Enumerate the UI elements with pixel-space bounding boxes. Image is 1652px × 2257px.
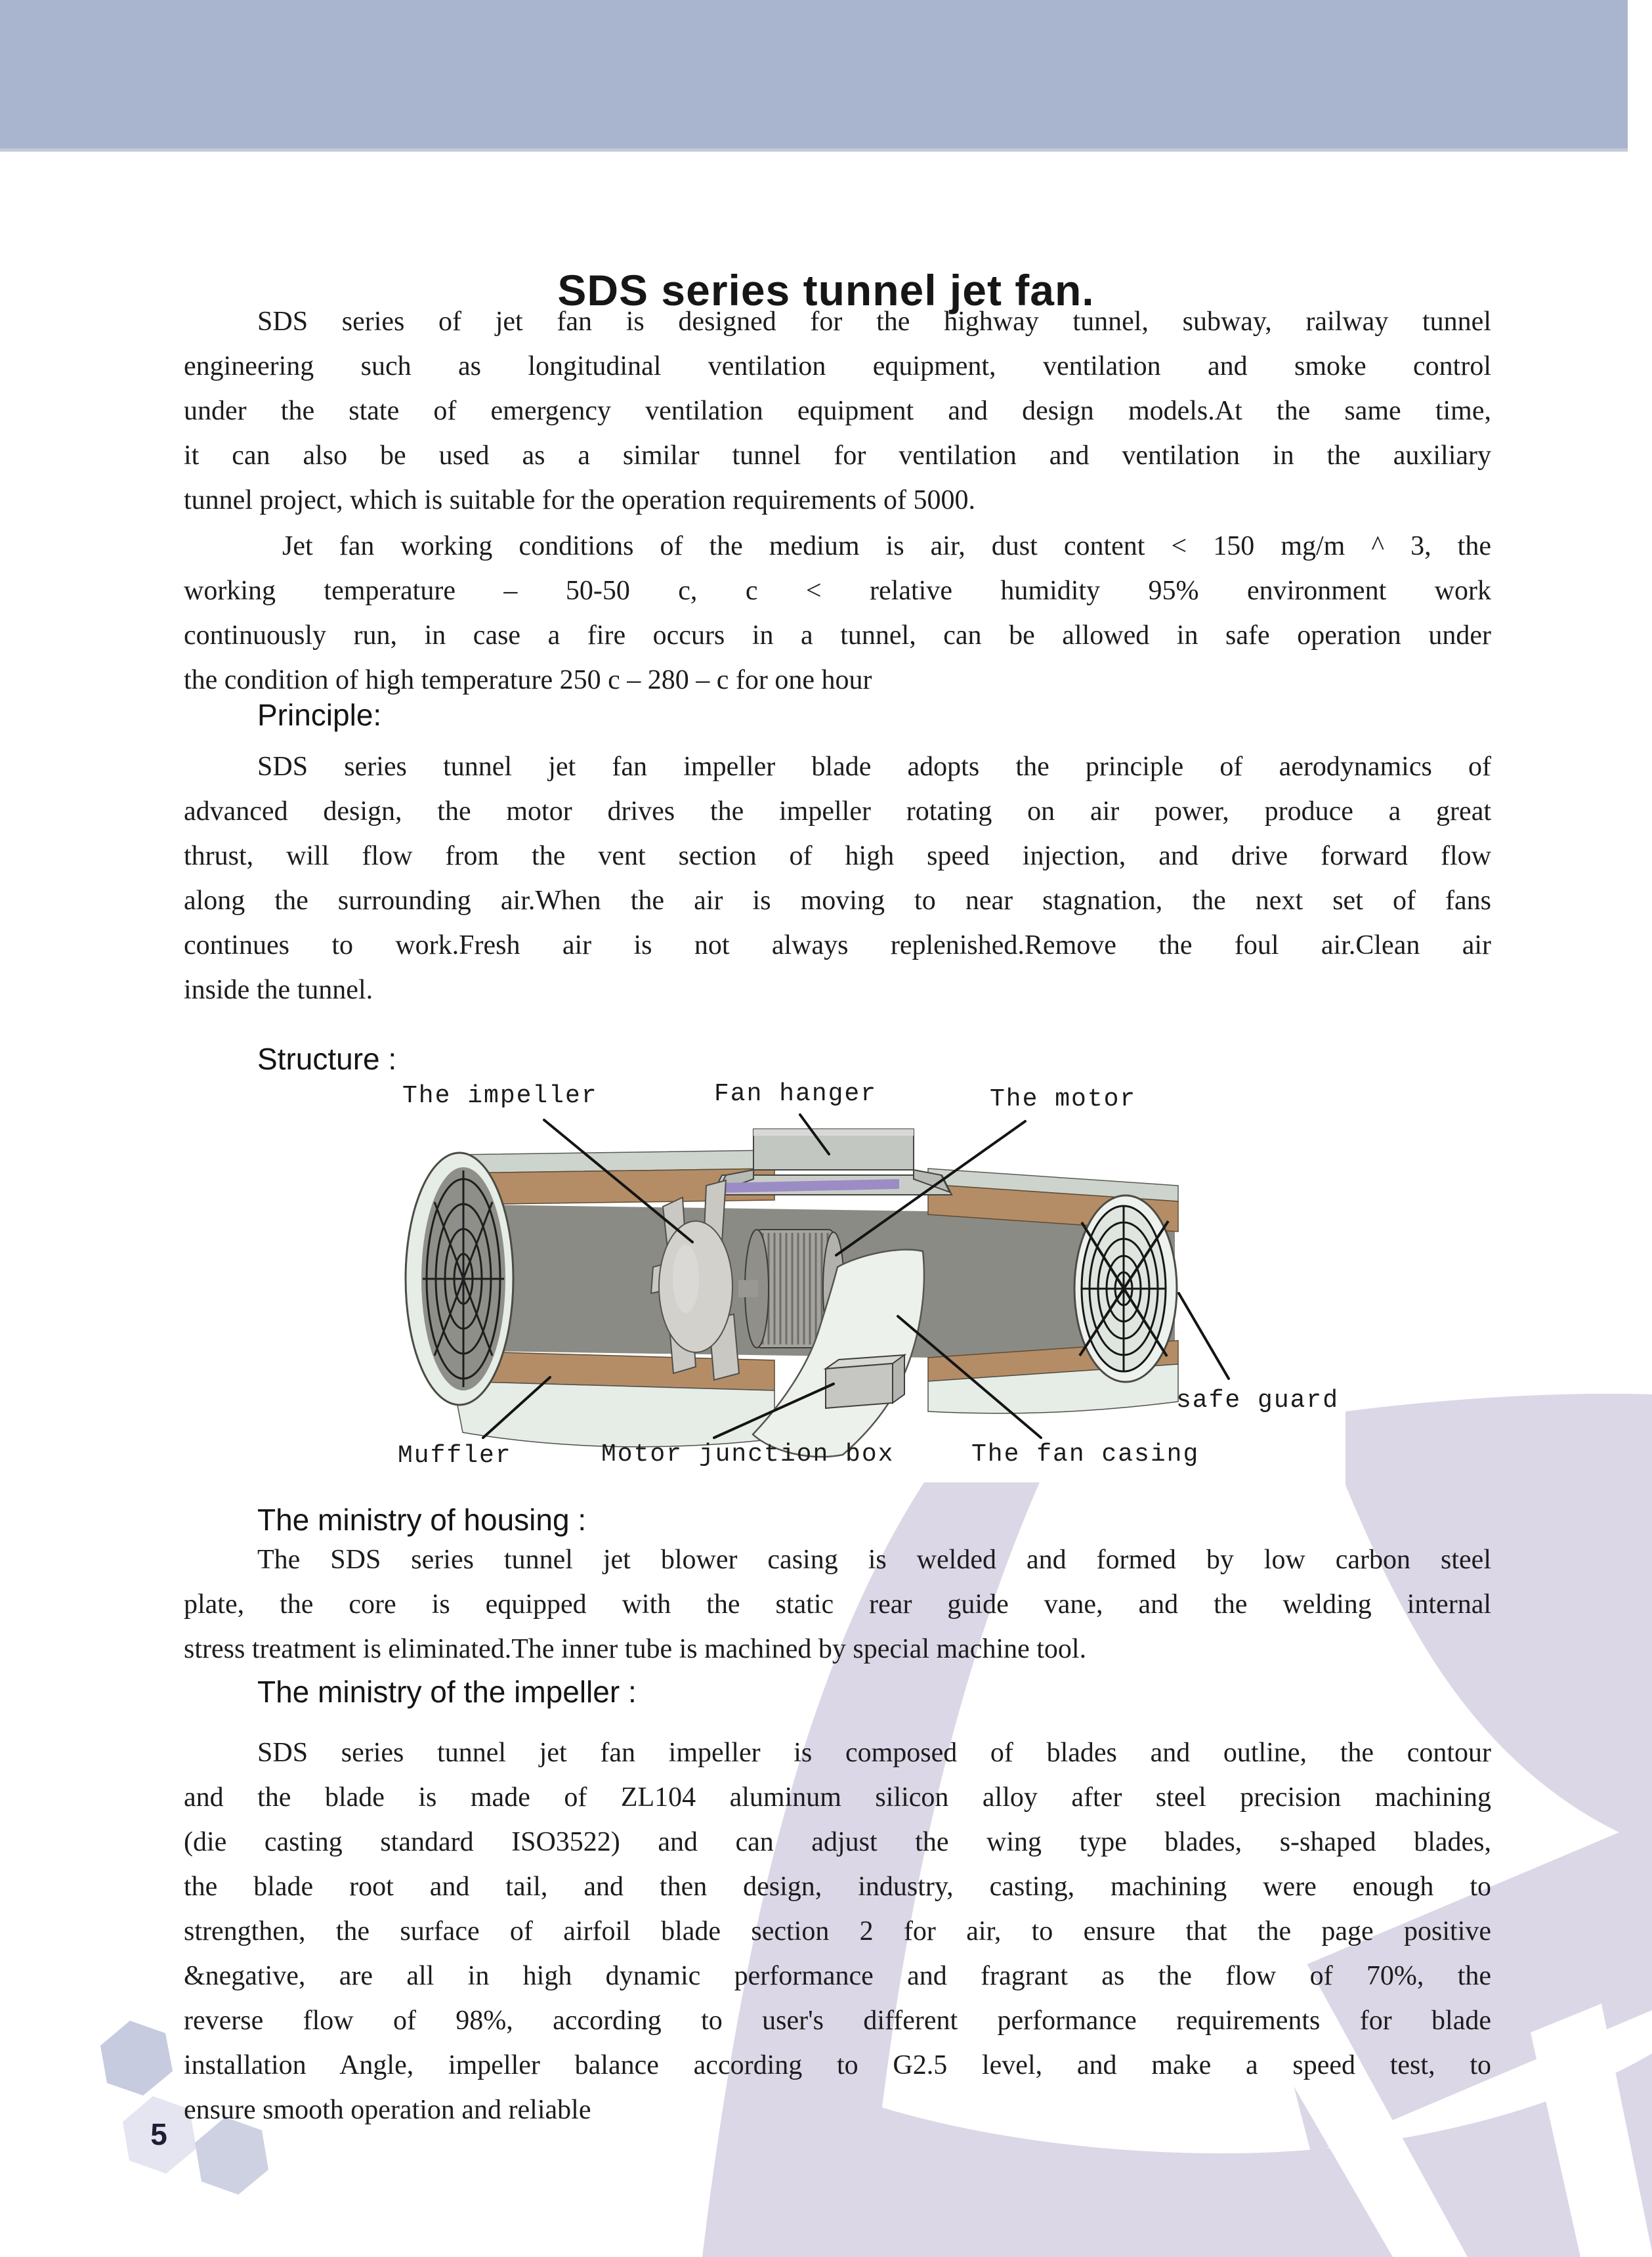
- text-line: The SDS series tunnel jet blower casing is welded and formed by low carbon steel: [257, 1545, 1491, 1575]
- text-line: inside the tunnel.: [184, 975, 373, 1005]
- text-line: along the surrounding air.When the air is moving to near stagnation, the next set of fans: [184, 886, 1491, 916]
- text-line: continuously run, in case a fire occurs in a tunnel, can be allowed in safe operation under: [184, 620, 1491, 651]
- text-line: strengthen, the surface of airfoil blade section 2 for air, to ensure that the page positive: [184, 1916, 1491, 1946]
- heading-impeller-ministry: The ministry of the impeller :: [257, 1675, 637, 1709]
- text-line: under the state of emergency ventilation equipment and design models.At the same time,: [184, 396, 1491, 426]
- text-line: Jet fan working conditions of the medium is air, dust content < 150 mg/m ^ 3, the: [282, 531, 1491, 561]
- text-line: tunnel project, which is suitable for the operation requirements of 5000.: [184, 485, 976, 515]
- muffler-grille-icon: [423, 1171, 504, 1387]
- header-band: [0, 0, 1628, 152]
- text-line: stress treatment is eliminated.The inner tube is machined by special machine tool.: [184, 1634, 1087, 1664]
- text-line: and the blade is made of ZL104 aluminum silicon alloy after steel precision machining: [184, 1782, 1491, 1813]
- diagram-label-impeller: The impeller: [402, 1082, 598, 1110]
- hexagon-dark: [100, 2021, 173, 2096]
- text-line: working temperature – 50-50 c, c < relative humidity 95% environment work: [184, 576, 1491, 606]
- diagram-label-motor: The motor: [990, 1085, 1137, 1113]
- diagram-label-fan-hanger: Fan hanger: [714, 1080, 878, 1108]
- heading-principle: Principle:: [257, 698, 382, 732]
- paragraph-principle: [184, 744, 1491, 1012]
- text-line: engineering such as longitudinal ventilation equipment, ventilation and smoke control: [184, 351, 1491, 381]
- text-line: continues to work.Fresh air is not always replenished.Remove the foul air.Clean air: [184, 930, 1491, 960]
- paragraph-impeller: [184, 1730, 1491, 2132]
- text-line: thrust, will flow from the vent section of high speed injection, and drive forward flow: [184, 841, 1491, 871]
- heading-housing: The ministry of housing :: [257, 1503, 587, 1537]
- diagram-label-muffler: Muffler: [398, 1442, 512, 1470]
- diagram-label-junction-box: Motor junction box: [601, 1440, 895, 1469]
- muffler-bottom-casing: [453, 1381, 774, 1447]
- junction-box-part: [826, 1355, 904, 1408]
- paragraph-housing: [184, 1537, 1491, 1671]
- text-line: installation Angle, impeller balance according to G2.5 level, and make a speed test, to: [184, 2050, 1491, 2080]
- paragraph-working-conditions: [184, 524, 1491, 702]
- text-line: reverse flow of 98%, according to user's different performance requirements for blade: [184, 2006, 1491, 2036]
- diagram-label-safe-guard: safe guard: [1176, 1386, 1340, 1415]
- text-line: SDS series of jet fan is designed for the highway tunnel, subway, railway tunnel: [257, 307, 1491, 337]
- text-line: the blade root and tail, and then design, industry, casting, machining were enough to: [184, 1872, 1491, 1902]
- paragraph-intro: [184, 299, 1491, 523]
- text-line: &negative, are all in high dynamic performance and fragrant as the flow of 70%, the: [184, 1961, 1491, 1991]
- text-line: SDS series tunnel jet fan impeller blade adopts the principle of aerodynamics of: [257, 752, 1491, 782]
- text-line: SDS series tunnel jet fan impeller is composed of blades and outline, the contour: [257, 1738, 1491, 1768]
- diagram-label-fan-casing: The fan casing: [971, 1440, 1200, 1469]
- fan-structure-diagram: [354, 1070, 1378, 1503]
- text-line: it can also be used as a similar tunnel for ventilation and ventilation in the auxiliary: [184, 441, 1491, 471]
- leader-safe-guard: [1179, 1293, 1229, 1379]
- text-line: (die casting standard ISO3522) and can adjust the wing type blades, s-shaped blades,: [184, 1827, 1491, 1857]
- page-title: SDS series tunnel jet fan.: [557, 266, 1095, 315]
- text-line: ensure smooth operation and reliable: [184, 2095, 591, 2125]
- text-line: the condition of high temperature 250 c – 280 – c for one hour: [184, 665, 872, 695]
- text-line: advanced design, the motor drives the impeller rotating on air power, produce a great: [184, 796, 1491, 827]
- heading-structure: Structure :: [257, 1042, 397, 1076]
- text-line: plate, the core is equipped with the static rear guide vane, and the welding internal: [184, 1589, 1491, 1620]
- page-number: 5: [150, 2117, 167, 2151]
